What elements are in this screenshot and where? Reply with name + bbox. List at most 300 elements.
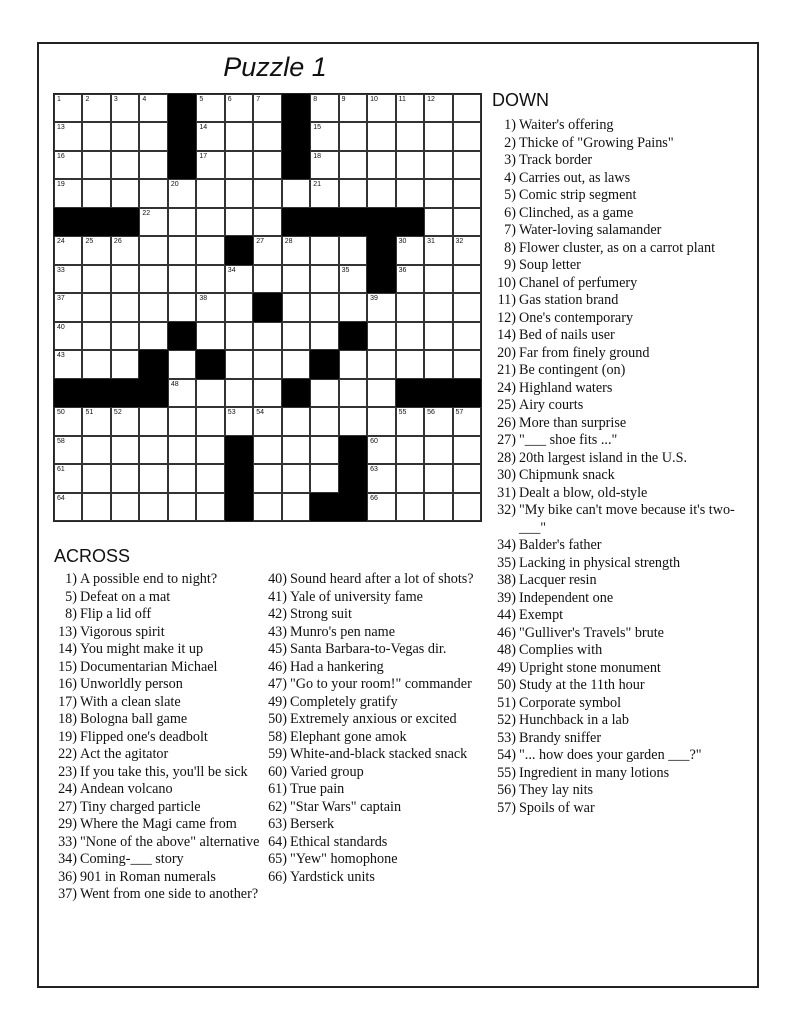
- grid-cell[interactable]: [396, 94, 424, 122]
- grid-cell[interactable]: [310, 94, 338, 122]
- grid-block: [168, 122, 196, 150]
- grid-cell[interactable]: [168, 179, 196, 207]
- clue-number: 59): [268, 746, 287, 762]
- clue-text: Bologna ball game: [80, 711, 188, 727]
- grid-cell[interactable]: [168, 265, 196, 293]
- grid-cell[interactable]: [310, 464, 338, 492]
- grid-cell[interactable]: [54, 464, 82, 492]
- clue-text: Flower cluster, as on a carrot plant: [519, 239, 716, 256]
- grid-cell[interactable]: [82, 293, 110, 321]
- clue-number: 56): [497, 782, 516, 798]
- clue-number: 12): [497, 309, 516, 326]
- grid-cell[interactable]: [453, 208, 481, 236]
- clue-item: [492, 800, 742, 818]
- clue-text: "Star Wars" captain: [290, 798, 402, 815]
- clue-item: [53, 641, 263, 659]
- grid-cell[interactable]: [82, 122, 110, 150]
- grid-cell[interactable]: [453, 94, 481, 122]
- clue-number: 60): [268, 763, 287, 780]
- grid-block: [82, 208, 110, 236]
- grid-cell[interactable]: [111, 464, 139, 492]
- grid-cell[interactable]: [196, 265, 224, 293]
- grid-cell[interactable]: [282, 464, 310, 492]
- clue-text: Comic strip segment: [519, 187, 637, 203]
- grid-cell[interactable]: [82, 407, 110, 435]
- grid-block: [225, 236, 253, 264]
- clue-item: [492, 695, 742, 713]
- grid-cell[interactable]: [196, 293, 224, 321]
- clue-item: [492, 590, 742, 608]
- grid-cell[interactable]: [396, 122, 424, 150]
- clue-item: [492, 362, 742, 380]
- grid-cell[interactable]: [196, 322, 224, 350]
- clue-number: 65): [268, 851, 287, 867]
- clue-number: 27): [497, 432, 516, 448]
- cell-number: 61: [57, 466, 65, 474]
- cell-number: 18: [313, 152, 321, 160]
- grid-cell[interactable]: [367, 436, 395, 464]
- grid-cell[interactable]: [196, 407, 224, 435]
- grid-cell[interactable]: [367, 493, 395, 521]
- grid-cell[interactable]: [139, 179, 167, 207]
- grid-cell[interactable]: [310, 179, 338, 207]
- grid-cell[interactable]: [424, 236, 452, 264]
- grid-cell[interactable]: [225, 179, 253, 207]
- grid-cell[interactable]: [453, 436, 481, 464]
- grid-cell[interactable]: [225, 94, 253, 122]
- clue-item: [492, 625, 742, 643]
- grid-cell[interactable]: [453, 179, 481, 207]
- grid-cell[interactable]: [453, 493, 481, 521]
- grid-cell[interactable]: [168, 236, 196, 264]
- grid-cell[interactable]: [424, 322, 452, 350]
- grid-cell[interactable]: [168, 208, 196, 236]
- cell-number: 64: [57, 494, 65, 502]
- clue-text: Independent one: [519, 589, 614, 606]
- grid-cell[interactable]: [424, 122, 452, 150]
- grid-block: [282, 379, 310, 407]
- grid-cell[interactable]: [253, 407, 281, 435]
- grid-cell[interactable]: [82, 464, 110, 492]
- grid-cell[interactable]: [253, 464, 281, 492]
- clue-text: They lay nits: [519, 782, 594, 798]
- cell-number: 34: [227, 266, 236, 274]
- clue-text: Andean volcano: [80, 781, 173, 797]
- clue-number: 58): [268, 728, 287, 745]
- grid-cell[interactable]: [168, 464, 196, 492]
- grid-cell[interactable]: [339, 151, 367, 179]
- grid-cell[interactable]: [225, 407, 253, 435]
- grid-cell[interactable]: [54, 151, 82, 179]
- grid-block: [282, 151, 310, 179]
- grid-cell[interactable]: [253, 322, 281, 350]
- clue-text: Munro's pen name: [290, 623, 395, 640]
- grid-cell[interactable]: [111, 122, 139, 150]
- grid-cell[interactable]: [339, 407, 367, 435]
- clue-number: 8): [65, 606, 77, 622]
- grid-cell[interactable]: [54, 322, 82, 350]
- clue-text: Soup letter: [519, 257, 581, 273]
- grid-cell[interactable]: [453, 464, 481, 492]
- clue-number: 49): [268, 693, 287, 710]
- grid-cell[interactable]: [82, 151, 110, 179]
- clue-text: Hunchback in a lab: [519, 712, 629, 728]
- clue-item: [53, 869, 263, 887]
- grid-cell[interactable]: [282, 493, 310, 521]
- grid-cell[interactable]: [82, 436, 110, 464]
- clue-item: [263, 711, 478, 729]
- grid-cell[interactable]: [54, 179, 82, 207]
- grid-block: [225, 464, 253, 492]
- grid-cell[interactable]: [453, 151, 481, 179]
- grid-cell[interactable]: [54, 265, 82, 293]
- clue-text: Far from finely ground: [519, 344, 650, 361]
- grid-cell[interactable]: [253, 151, 281, 179]
- across-clue-list-col1: [53, 571, 263, 904]
- grid-cell[interactable]: [82, 350, 110, 378]
- grid-cell[interactable]: [339, 94, 367, 122]
- grid-cell[interactable]: [424, 493, 452, 521]
- grid-cell[interactable]: [367, 293, 395, 321]
- grid-cell[interactable]: [196, 151, 224, 179]
- grid-cell[interactable]: [367, 122, 395, 150]
- grid-cell[interactable]: [111, 436, 139, 464]
- grid-block: [339, 464, 367, 492]
- clue-number: 33): [58, 833, 77, 850]
- cell-number: 2: [85, 96, 90, 103]
- grid-cell[interactable]: [310, 436, 338, 464]
- grid-cell[interactable]: [111, 350, 139, 378]
- grid-cell[interactable]: [111, 94, 139, 122]
- grid-cell[interactable]: [196, 436, 224, 464]
- grid-cell[interactable]: [54, 236, 82, 264]
- grid-cell[interactable]: [253, 493, 281, 521]
- grid-cell[interactable]: [453, 322, 481, 350]
- grid-cell[interactable]: [54, 122, 82, 150]
- clue-item: [53, 799, 263, 817]
- clue-item: [263, 764, 478, 782]
- grid-cell[interactable]: [310, 265, 338, 293]
- grid-cell[interactable]: [225, 379, 253, 407]
- grid-cell[interactable]: [396, 322, 424, 350]
- grid-cell[interactable]: [339, 265, 367, 293]
- clue-text: One's contemporary: [519, 309, 634, 326]
- grid-cell[interactable]: [111, 407, 139, 435]
- grid-cell[interactable]: [111, 493, 139, 521]
- grid-cell[interactable]: [139, 265, 167, 293]
- grid-cell[interactable]: [396, 407, 424, 435]
- grid-cell[interactable]: [111, 322, 139, 350]
- grid-cell[interactable]: [253, 94, 281, 122]
- cell-number: 57: [455, 409, 464, 417]
- grid-cell[interactable]: [367, 179, 395, 207]
- grid-cell[interactable]: [54, 493, 82, 521]
- grid-cell[interactable]: [310, 122, 338, 150]
- clue-text: More than surprise: [519, 414, 627, 431]
- grid-block: [396, 379, 424, 407]
- grid-cell[interactable]: [253, 379, 281, 407]
- grid-cell[interactable]: [424, 436, 452, 464]
- grid-cell[interactable]: [196, 236, 224, 264]
- clue-item: [492, 712, 742, 730]
- grid-cell[interactable]: [367, 379, 395, 407]
- grid-cell[interactable]: [196, 379, 224, 407]
- grid-block: [339, 322, 367, 350]
- grid-cell[interactable]: [396, 464, 424, 492]
- grid-cell[interactable]: [424, 208, 452, 236]
- grid-cell[interactable]: [424, 293, 452, 321]
- grid-cell[interactable]: [310, 293, 338, 321]
- grid-cell[interactable]: [54, 94, 82, 122]
- grid-cell[interactable]: [396, 436, 424, 464]
- grid-cell[interactable]: [54, 407, 82, 435]
- grid-cell[interactable]: [367, 464, 395, 492]
- grid-block: [111, 379, 139, 407]
- clue-text: Balder's father: [519, 537, 602, 553]
- grid-cell[interactable]: [139, 493, 167, 521]
- grid-cell[interactable]: [54, 350, 82, 378]
- grid-cell[interactable]: [139, 464, 167, 492]
- clue-number: 22): [58, 746, 77, 762]
- clue-text: "... how does your garden ___?": [519, 747, 702, 763]
- clue-text: Flipped one's deadbolt: [80, 728, 208, 745]
- grid-cell[interactable]: [111, 151, 139, 179]
- grid-cell[interactable]: [339, 293, 367, 321]
- grid-cell[interactable]: [424, 350, 452, 378]
- grid-cell[interactable]: [282, 179, 310, 207]
- across-clue-list-col2: [263, 571, 478, 886]
- grid-cell[interactable]: [82, 236, 110, 264]
- cell-number: 53: [227, 409, 236, 417]
- clue-item: [492, 765, 742, 783]
- grid-cell[interactable]: [253, 236, 281, 264]
- grid-cell[interactable]: [282, 350, 310, 378]
- grid-cell[interactable]: [339, 122, 367, 150]
- grid-cell[interactable]: [139, 293, 167, 321]
- clue-number: 48): [497, 642, 516, 658]
- grid-cell[interactable]: [139, 407, 167, 435]
- grid-cell[interactable]: [453, 265, 481, 293]
- grid-cell[interactable]: [339, 236, 367, 264]
- cell-number: 39: [370, 295, 378, 303]
- grid-cell[interactable]: [424, 151, 452, 179]
- grid-cell[interactable]: [282, 236, 310, 264]
- grid-cell[interactable]: [225, 151, 253, 179]
- grid-cell[interactable]: [396, 293, 424, 321]
- grid-cell[interactable]: [424, 407, 452, 435]
- clue-item: [492, 275, 742, 293]
- grid-cell[interactable]: [310, 151, 338, 179]
- grid-cell[interactable]: [196, 464, 224, 492]
- grid-cell[interactable]: [139, 236, 167, 264]
- grid-cell[interactable]: [54, 293, 82, 321]
- clue-number: 37): [58, 886, 77, 902]
- grid-cell[interactable]: [253, 208, 281, 236]
- grid-cell[interactable]: [310, 322, 338, 350]
- grid-cell[interactable]: [168, 436, 196, 464]
- grid-cell[interactable]: [196, 493, 224, 521]
- grid-cell[interactable]: [168, 293, 196, 321]
- clue-text: Yale of university fame: [290, 588, 423, 605]
- grid-cell[interactable]: [139, 94, 167, 122]
- grid-cell[interactable]: [196, 179, 224, 207]
- clue-item: [492, 187, 742, 205]
- grid-cell[interactable]: [196, 94, 224, 122]
- clue-number: 36): [58, 868, 77, 885]
- grid-cell[interactable]: [82, 322, 110, 350]
- grid-block: [339, 493, 367, 521]
- grid-cell[interactable]: [310, 379, 338, 407]
- grid-cell[interactable]: [396, 179, 424, 207]
- grid-cell[interactable]: [282, 436, 310, 464]
- grid-cell[interactable]: [310, 407, 338, 435]
- clue-item: [492, 502, 742, 537]
- grid-cell[interactable]: [82, 265, 110, 293]
- clue-number: 61): [268, 781, 287, 797]
- grid-cell[interactable]: [139, 151, 167, 179]
- clue-text: If you take this, you'll be sick: [80, 763, 248, 780]
- clue-item: [53, 764, 263, 782]
- grid-block: [168, 94, 196, 122]
- grid-cell[interactable]: [253, 436, 281, 464]
- grid-block: [310, 350, 338, 378]
- clue-text: Spoils of war: [519, 799, 595, 816]
- grid-cell[interactable]: [282, 293, 310, 321]
- clue-text: A possible end to night?: [80, 571, 218, 587]
- clue-text: Chipmunk snack: [519, 467, 615, 483]
- clue-item: [492, 555, 742, 573]
- grid-cell[interactable]: [339, 350, 367, 378]
- grid-cell[interactable]: [396, 265, 424, 293]
- grid-cell[interactable]: [111, 293, 139, 321]
- grid-cell[interactable]: [396, 151, 424, 179]
- clue-item: [53, 729, 263, 747]
- grid-cell[interactable]: [139, 436, 167, 464]
- grid-cell[interactable]: [111, 265, 139, 293]
- grid-cell[interactable]: [225, 350, 253, 378]
- grid-cell[interactable]: [82, 179, 110, 207]
- clue-item: [492, 205, 742, 223]
- clue-number: 32): [497, 502, 516, 518]
- grid-cell[interactable]: [196, 208, 224, 236]
- grid-cell[interactable]: [139, 122, 167, 150]
- clue-number: 24): [58, 781, 77, 797]
- grid-cell[interactable]: [82, 493, 110, 521]
- grid-cell[interactable]: [396, 236, 424, 264]
- cell-number: 36: [398, 266, 407, 274]
- grid-cell[interactable]: [225, 293, 253, 321]
- grid-cell[interactable]: [453, 407, 481, 435]
- grid-cell[interactable]: [453, 350, 481, 378]
- grid-cell[interactable]: [168, 379, 196, 407]
- grid-cell[interactable]: [82, 94, 110, 122]
- clue-item: [263, 834, 478, 852]
- grid-cell[interactable]: [253, 350, 281, 378]
- grid-cell[interactable]: [282, 322, 310, 350]
- clue-item: [492, 152, 742, 170]
- grid-cell[interactable]: [424, 179, 452, 207]
- clue-text: 901 in Roman numerals: [80, 868, 216, 885]
- grid-cell[interactable]: [111, 179, 139, 207]
- grid-cell[interactable]: [168, 493, 196, 521]
- clue-item: [53, 694, 263, 712]
- clue-item: [53, 571, 263, 589]
- grid-cell[interactable]: [282, 407, 310, 435]
- grid-cell[interactable]: [396, 493, 424, 521]
- clue-number: 11): [497, 292, 516, 308]
- clue-number: 64): [268, 833, 287, 850]
- grid-cell[interactable]: [367, 407, 395, 435]
- grid-block: [282, 94, 310, 122]
- grid-cell[interactable]: [339, 379, 367, 407]
- clue-number: 50): [497, 677, 516, 693]
- grid-cell[interactable]: [225, 322, 253, 350]
- grid-cell[interactable]: [253, 122, 281, 150]
- clue-item: [53, 711, 263, 729]
- clue-text: Water-loving salamander: [519, 222, 662, 238]
- grid-cell[interactable]: [139, 208, 167, 236]
- grid-cell[interactable]: [225, 122, 253, 150]
- clue-item: [492, 607, 742, 625]
- grid-cell[interactable]: [453, 293, 481, 321]
- grid-cell[interactable]: [367, 151, 395, 179]
- grid-cell[interactable]: [253, 179, 281, 207]
- cell-number: 32: [455, 238, 464, 246]
- grid-cell[interactable]: [196, 122, 224, 150]
- clue-text: Extremely anxious or excited: [290, 711, 457, 727]
- grid-cell[interactable]: [367, 94, 395, 122]
- grid-cell[interactable]: [139, 322, 167, 350]
- cell-number: 25: [85, 238, 94, 246]
- clue-item: [53, 746, 263, 764]
- clue-number: 39): [497, 589, 516, 606]
- grid-cell[interactable]: [310, 236, 338, 264]
- grid-cell[interactable]: [54, 436, 82, 464]
- grid-cell[interactable]: [453, 236, 481, 264]
- grid-cell[interactable]: [424, 94, 452, 122]
- clue-number: 46): [268, 658, 287, 675]
- grid-cell[interactable]: [339, 179, 367, 207]
- grid-cell[interactable]: [396, 350, 424, 378]
- grid-cell[interactable]: [367, 350, 395, 378]
- grid-cell[interactable]: [168, 350, 196, 378]
- grid-cell[interactable]: [424, 265, 452, 293]
- clue-text: "___ shoe fits ...": [519, 432, 618, 448]
- grid-cell[interactable]: [225, 208, 253, 236]
- grid-cell[interactable]: [168, 407, 196, 435]
- clue-text: Yardstick units: [290, 868, 375, 885]
- clue-text: Had a hankering: [290, 658, 384, 675]
- grid-cell[interactable]: [453, 122, 481, 150]
- clue-number: 1): [504, 117, 516, 133]
- clue-item: [492, 170, 742, 188]
- grid-cell[interactable]: [225, 265, 253, 293]
- clue-item: [263, 659, 478, 677]
- cell-number: 14: [199, 124, 208, 132]
- clue-text: Clinched, as a game: [519, 204, 634, 221]
- grid-cell[interactable]: [111, 236, 139, 264]
- clue-number: 54): [497, 747, 516, 763]
- cell-number: 17: [199, 152, 208, 160]
- clue-item: [492, 642, 742, 660]
- grid-cell[interactable]: [282, 265, 310, 293]
- grid-cell[interactable]: [424, 464, 452, 492]
- grid-cell[interactable]: [367, 322, 395, 350]
- cell-number: 11: [398, 96, 406, 103]
- cell-number: 54: [256, 409, 265, 417]
- clue-item: [492, 660, 742, 678]
- grid-cell[interactable]: [253, 265, 281, 293]
